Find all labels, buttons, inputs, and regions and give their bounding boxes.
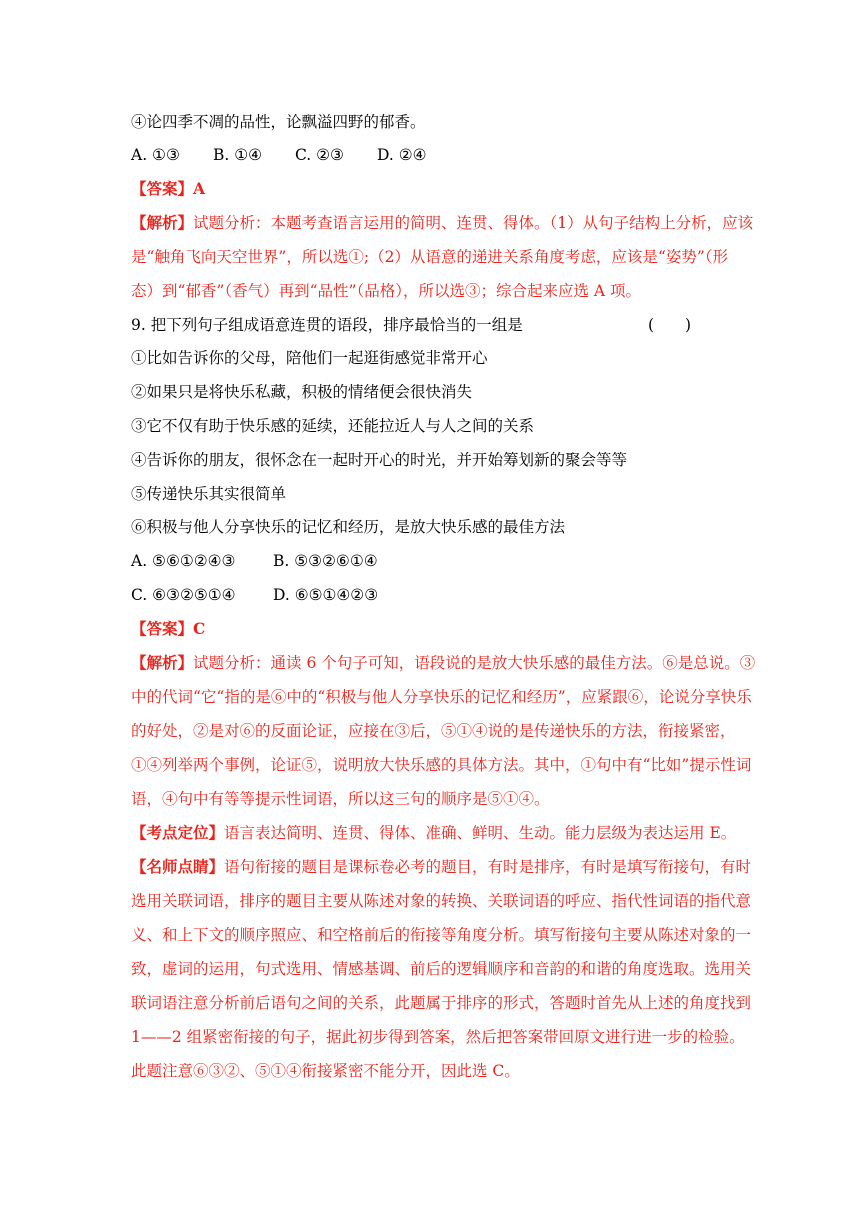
- kaodian-text: 语言表达简明、连贯、得体、准确、鲜明、生动。能力层级为表达运用 E。: [224, 824, 737, 842]
- q8-analysis-line-2: 是“触角飞向天空世界”，所以选①;（2）从语意的递进关系角度考虑，应该是“姿势”（形: [131, 248, 729, 266]
- answer-value: C: [193, 619, 206, 638]
- kaodian-tag: 【考点定位】: [131, 823, 225, 842]
- q9-sentence-3: ③它不仅有助于快乐感的延续，还能拉近人与人之间的关系: [131, 417, 535, 435]
- q9-mingshi-line-5: 联词语注意分析前后语句之间的关系，此题属于排序的形式，答题时首先从上述的角度找到: [131, 994, 752, 1012]
- q9-answer-paren: ( ): [648, 316, 692, 334]
- q8-analysis-line-3: 态）到“郁香”（香气）再到“品性”（品格），所以选③；综合起来应选 A 项。: [131, 282, 641, 300]
- q9-sentence-6: ⑥积极与他人分享快乐的记忆和经历，是放大快乐感的最佳方法: [131, 518, 566, 536]
- q9-mingshi-line-3: 义、和上下文的顺序照应、和空格前后的衔接等角度分析。填写衔接句主要从陈述对象的一: [131, 926, 752, 944]
- answer-tag: 【答案】: [131, 179, 194, 198]
- q9-stem-text: 9. 把下列句子组成语意连贯的语段，排序最恰当的一组是: [131, 316, 523, 334]
- q9-sentence-4: ④告诉你的朋友，很怀念在一起时开心的时光，并开始筹划新的聚会等等: [131, 451, 628, 469]
- q9-option-a: A. ⑤⑥①②④③: [131, 552, 236, 570]
- q9-analysis-line-1: [131, 653, 755, 673]
- analysis-tag: 【解析】: [131, 213, 194, 232]
- q8-analysis-line-1: [131, 213, 753, 233]
- q9-answer: [131, 619, 205, 639]
- q9-sentence-5: ⑤传递快乐其实很简单: [131, 485, 287, 503]
- answer-value: A: [193, 179, 206, 198]
- q8-option-d: D. ②④: [377, 146, 427, 164]
- q9-mingshi-line-2: 选用关联词语，排序的题目主要从陈述对象的转换、关联词语的呼应、指代性词语的指代意: [131, 892, 752, 910]
- q8-option-c: C. ②③: [295, 146, 344, 164]
- mingshi-text: 语句衔接的题目是课标卷必考的题目，有时是排序，有时是填写衔接句，有时: [224, 858, 752, 876]
- q9-analysis-line-2: 中的代词“它“指的是⑥中的“积极与他人分享快乐的记忆和经历”，应紧跟⑥，论说分享快乐: [131, 688, 752, 706]
- q9-option-c: C. ⑥③②⑤①④: [131, 586, 236, 604]
- q9-options-row-1: [131, 551, 378, 571]
- q9-analysis-line-5: 语，④句中有等等提示性词语，所以这三句的顺序是⑤①④。: [131, 790, 550, 808]
- q9-mingshi-line-4: 致，虚词的运用，句式选用、情感基调、前后的逻辑顺序和音韵的和谐的角度选取。选用关: [131, 960, 752, 978]
- mingshi-tag: 【名师点睛】: [131, 857, 225, 876]
- q9-mingshi-line-6: 1——2 组紧密衔接的句子，据此初步得到答案，然后把答案带回原文进行进一步的检验。: [131, 1028, 745, 1046]
- q9-option-b: B. ⑤③②⑥①④: [273, 552, 378, 570]
- q8-item-4: ④论四季不凋的品性，论飘溢四野的郁香。: [131, 113, 426, 131]
- answer-tag: 【答案】: [131, 619, 194, 638]
- q9-mingshi-line-7: 此题注意⑥③②、⑤①④衔接紧密不能分开，因此选 C。: [131, 1062, 520, 1080]
- q9-mingshi-line-1: [131, 857, 751, 877]
- q9-analysis-line-4: ①④列举两个事例，论证⑤，说明放大快乐感的具体方法。其中，①句中有“比如”提示性词: [131, 756, 752, 774]
- q8-option-b: B. ①④: [213, 146, 263, 164]
- q9-analysis-line-3: 的好处，②是对⑥的反面论证，应接在③后，⑤①④说的是传递快乐的方法，衔接紧密，: [131, 722, 736, 740]
- q9-kaodian: [131, 823, 736, 843]
- q8-option-a: A. ①③: [131, 146, 180, 164]
- analysis-tag: 【解析】: [131, 653, 194, 672]
- q9-sentence-1: ①比如告诉你的父母，陪他们一起逛街感觉非常开心: [131, 349, 488, 367]
- q8-answer: [131, 179, 205, 199]
- q9-option-d: D. ⑥⑤①④②③: [273, 586, 379, 604]
- analysis-text: 试题分析：通读 6 个句子可知，语段说的是放大快乐感的最佳方法。⑥是总说。③: [193, 654, 756, 672]
- q9-options-row-2: [131, 585, 378, 605]
- q9-stem: [131, 315, 523, 335]
- analysis-text: 试题分析：本题考查语言运用的简明、连贯、得体。（1）从句子结构上分析，应该: [193, 214, 754, 232]
- q9-sentence-2: ②如果只是将快乐私藏，积极的情绪便会很快消失: [131, 383, 473, 401]
- q8-options: [131, 145, 427, 165]
